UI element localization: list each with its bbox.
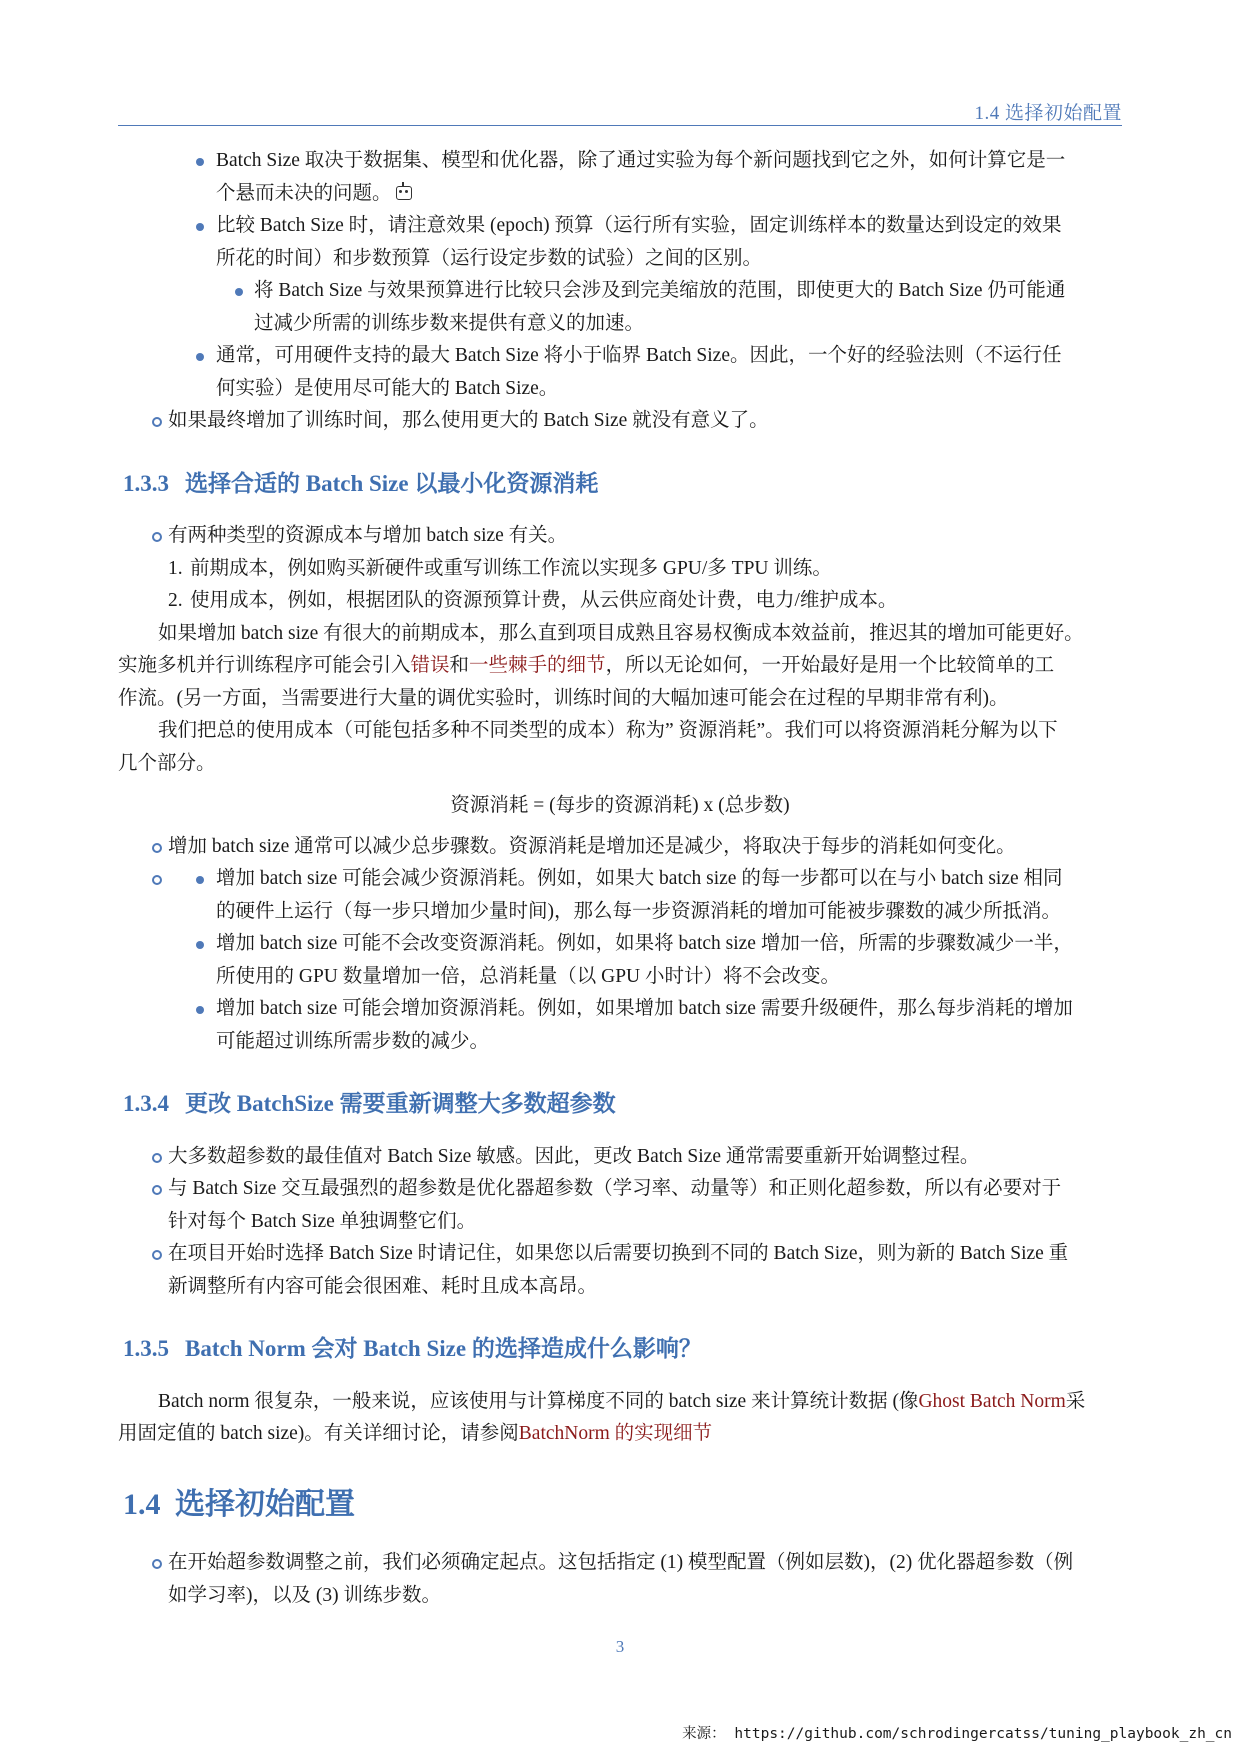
bullet-dot-icon xyxy=(196,223,204,231)
enumerated-item: 2. 使用成本，例如，根据团队的资源预算计费，从云供应商处计费，电力/维护成本。 xyxy=(168,590,898,611)
bullet-dot-icon xyxy=(196,1006,204,1014)
link-batchnorm-details[interactable]: BatchNorm 的实现细节 xyxy=(518,1423,713,1444)
page-content xyxy=(118,145,1122,1612)
section-heading-1-3-5: 1.3.5 Batch Norm 会对 Batch Size 的选择造成什么影响？ xyxy=(123,1336,702,1361)
list-item: Batch Size 取决于数据集、模型和优化器，除了通过实验为每个新问题找到它之外，如何计算它是一 个悬而未决的问题。 xyxy=(118,145,1122,210)
bullet-dot-icon xyxy=(196,941,204,949)
formula: 资源消耗 = (每步的资源消耗) x (总步数) xyxy=(450,795,790,816)
bullet-dot-icon xyxy=(196,158,204,166)
list-item: 增加 batch size 可能会减少资源消耗。例如，如果大 batch size 的每一步都可以在与小 batch size 相同 的硬件上运行（每一步只增加少量时间)，那么每一步资源消耗的增加可能被步骤数的减少所抵消。 xyxy=(118,863,1122,928)
page-number: 3 xyxy=(615,1637,625,1656)
link-tricky-details[interactable]: 一些棘手的细节 xyxy=(469,655,606,676)
running-header: 1.4 选择初始配置 xyxy=(974,103,1122,124)
robot-emoji-icon xyxy=(396,186,412,200)
bullet-ring-icon xyxy=(152,417,162,427)
bullet-dot-icon xyxy=(196,353,204,361)
link-errors[interactable]: 错误 xyxy=(410,655,450,676)
source-url: 来源： https://github.com/schrodingercatss/tuning_playbook_zh_cn xyxy=(682,1726,1232,1742)
link-ghost-batch-norm[interactable]: Ghost Batch Norm xyxy=(918,1390,1066,1412)
bullet-dot-icon xyxy=(196,876,204,884)
bullet-ring-icon xyxy=(152,1559,162,1569)
list-item: 有两种类型的资源成本与增加 batch size 有关。 xyxy=(118,520,1122,553)
list-item: 增加 batch size 通常可以减少总步骤数。资源消耗是增加还是减少，将取决于每步的消耗如何变化。 xyxy=(118,831,1122,864)
list-item: 大多数超参数的最佳值对 Batch Size 敏感。因此，更改 Batch Size 通常需要重新开始调整过程。 xyxy=(118,1141,1122,1174)
bullet-dot-icon xyxy=(235,288,243,296)
bullet-ring-icon xyxy=(152,843,162,853)
bullet-ring-icon xyxy=(152,1250,162,1260)
paragraph: 如果增加 batch size 有很大的前期成本，那么直到项目成熟且容易权衡成本效益前，推迟其的增加可能更好。 实施多机并行训练程序可能会引入错误和一些棘手的细节，所以无论如何，一开始最好是用一个比较简单的工 作流。(另一方面，当需要进行大量的调优实验时，训练时间的大幅加速可能会在过程的早期非常有利)。 xyxy=(118,622,1084,709)
bullet-ring-icon xyxy=(152,1185,162,1195)
bullet-ring-icon xyxy=(152,532,162,542)
list-item: 在项目开始时选择 Batch Size 时请记住，如果您以后需要切换到不同的 Batch Size，则为新的 Batch Size 重 新调整所有内容可能会很困难、耗时且成本高昂。 xyxy=(118,1238,1122,1303)
section-heading-1-3-4: 1.3.4 更改 BatchSize 需要重新调整大多数超参数 xyxy=(123,1091,616,1116)
list-item: 如果最终增加了训练时间，那么使用更大的 Batch Size 就没有意义了。 xyxy=(118,405,1122,438)
list-item: 将 Batch Size 与效果预算进行比较只会涉及到完美缩放的范围，即使更大的 Batch Size 仍可能通 过减少所需的训练步数来提供有意义的加速。 xyxy=(118,275,1122,340)
list-item: 增加 batch size 可能会增加资源消耗。例如，如果增加 batch size 需要升级硬件，那么每步消耗的增加 可能超过训练所需步数的减少。 xyxy=(118,993,1122,1058)
bullet-ring-icon xyxy=(152,1153,162,1163)
section-heading-1-4: 1.4 选择初始配置 xyxy=(123,1487,355,1521)
paragraph: Batch norm 很复杂，一般来说，应该使用与计算梯度不同的 batch size 来计算统计数据 (像Ghost Batch Norm采 用固定值的 batch size)。有关详细讨论，请参阅BatchNorm 的实现细节 xyxy=(118,1390,1086,1444)
paragraph: 我们把总的使用成本（可能包括多种不同类型的成本）称为” 资源消耗”。我们可以将资源消耗分解为以下 几个部分。 xyxy=(118,720,1058,774)
section-heading-1-3-3: 1.3.3 选择合适的 Batch Size 以最小化资源消耗 xyxy=(123,470,599,496)
list-item: 与 Batch Size 交互最强烈的超参数是优化器超参数（学习率、动量等）和正则化超参数，所以有必要对于 针对每个 Batch Size 单独调整它们。 xyxy=(118,1173,1122,1238)
list-item: 比较 Batch Size 时，请注意效果 (epoch) 预算（运行所有实验，固定训练样本的数量达到设定的效果 所花的时间）和步数预算（运行设定步数的试验）之间的区别。 xyxy=(118,210,1122,275)
list-item: 增加 batch size 可能不会改变资源消耗。例如，如果将 batch size 增加一倍，所需的步骤数减少一半， 所使用的 GPU 数量增加一倍，总消耗量（以 GPU 小时计）将不会改变。 xyxy=(118,928,1122,993)
bullet-ring-icon xyxy=(152,875,162,885)
list-item: 通常，可用硬件支持的最大 Batch Size 将小于临界 Batch Size。因此，一个好的经验法则（不运行任 何实验）是使用尽可能大的 Batch Size。 xyxy=(118,340,1122,405)
header-rule xyxy=(118,125,1122,126)
enumerated-item: 1. 前期成本，例如购买新硬件或重写训练工作流以实现多 GPU/多 TPU 训练。 xyxy=(168,557,832,579)
list-item: 在开始超参数调整之前，我们必须确定起点。这包括指定 (1) 模型配置（例如层数)，(2) 优化器超参数（例 如学习率)，以及 (3) 训练步数。 xyxy=(118,1547,1122,1612)
